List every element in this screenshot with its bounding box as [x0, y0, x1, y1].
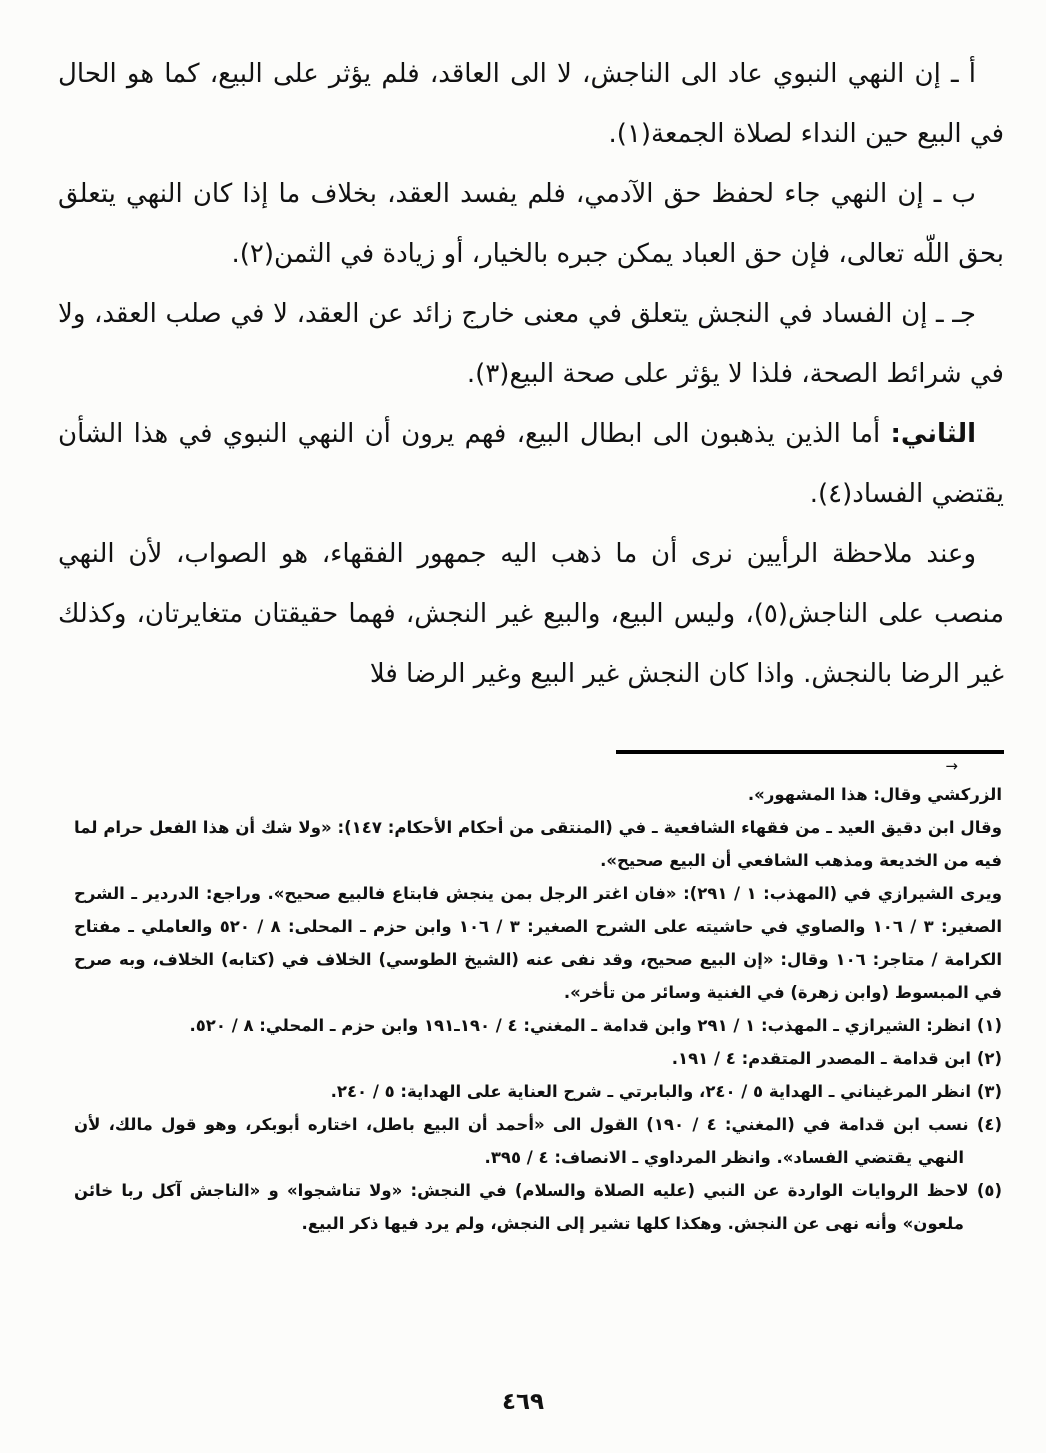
- footnote-marker: (١): [976, 1016, 1002, 1035]
- footnote-text: انظر المرغيناني ـ الهداية ٥ / ٢٤٠، والبابرتي ـ شرح العناية على الهداية: ٥ / ٢٤٠.: [330, 1082, 972, 1101]
- footnote-marker: (٤): [976, 1115, 1002, 1134]
- paragraph-lead: الثاني:: [890, 419, 977, 449]
- footnote-item: [74, 1174, 1002, 1240]
- paragraph-text: وعند ملاحظة الرأيين نرى أن ما ذهب اليه جمهور الفقهاء، هو الصواب، لأن النهي منصب على الناجش(٥)، وليس البيع، والبيع غير النجش، فهما حقيقتان متغايرتان، وكذلك غير الرضا بالنجش. واذا كان النجش غير البيع وغير الرضا فلا: [58, 539, 1004, 689]
- footnote-continuation: الزركشي وقال: هذا المشهور».: [747, 785, 1002, 804]
- footnote-text: لاحظ الروايات الواردة عن النبي (عليه الصلاة والسلام) في النجش: «ولا تناشجوا» و «الناجش آكل ربا خائن ملعون» وأنه نهى عن النجش. وهكذا كلها تشير إلى النجش، ولم يرد فيها ذكر البيع.: [74, 1181, 969, 1233]
- footnotes-block: [58, 778, 1004, 1240]
- footnote-text: نسب ابن قدامة في (المغني: ٤ / ١٩٠) القول الى «أحمد أن البيع باطل، اختاره أبوبكر، وهو قول مالك، لأن النهي يقتضي الفساد». وانظر المرداوي ـ الانصاف: ٤ / ٣٩٥.: [74, 1115, 969, 1167]
- paragraph-text: أما الذين يذهبون الى ابطال البيع، فهم يرون أن النهي النبوي في هذا الشأن يقتضي الفساد(٤).: [58, 419, 1004, 509]
- body-paragraph: [58, 164, 1004, 284]
- paragraph-text: أ ـ إن النهي النبوي عاد الى الناجش، لا الى العاقد، فلم يؤثر على البيع، كما هو الحال في البيع حين النداء لصلاة الجمعة(١).: [58, 59, 1004, 149]
- footnote-text: انظر: الشيرازي ـ المهذب: ١ / ٢٩١ وابن قدامة ـ المغني: ٤ / ١٩٠ـ١٩١ وابن حزم ـ المحلي: ٨ / ٥٢٠.: [189, 1016, 972, 1035]
- footnote-continuation: وقال ابن دقيق العيد ـ من فقهاء الشافعية ـ في (المنتقى من أحكام الأحكام: ١٤٧): «ولا شك أن هذا الفعل حرام لما فيه من الخديعة ومذهب الشافعي أن البيع صحيح».: [74, 818, 1002, 870]
- main-text-block: [58, 44, 1004, 704]
- footnote-item: [74, 1075, 1002, 1108]
- footnote-item: [74, 1009, 1002, 1042]
- footnote-item: [74, 1042, 1002, 1075]
- footnote-text: ابن قدامة ـ المصدر المتقدم: ٤ / ١٩١.: [671, 1049, 972, 1068]
- footnote-item: [74, 1108, 1002, 1174]
- body-paragraph: [58, 284, 1004, 404]
- footnote-marker: (٣): [976, 1082, 1002, 1101]
- body-paragraph: [58, 404, 1004, 524]
- footnote-separator-line: [616, 750, 1004, 754]
- body-paragraph: [58, 44, 1004, 164]
- paragraph-text: جـ ـ إن الفساد في النجش يتعلق في معنى خارج زائد عن العقد، لا في صلب العقد، ولا في شرائط الصحة، فلذا لا يؤثر على صحة البيع(٣).: [58, 299, 1004, 389]
- footnote-marker: (٢): [976, 1049, 1002, 1068]
- page-number: ٤٦٩: [501, 1389, 545, 1415]
- footnote-continuation: ويرى الشيرازي في (المهذب: ١ / ٢٩١): «فان اغتر الرجل بمن ينجش فابتاع فالبيع صحيح». وراجع: الدردير ـ الشرح الصغير: ٣ / ١٠٦ والصاوي في حاشيته على الشرح الصغير: ٣ / ١٠٦ وابن حزم ـ المحلى: ٨ / ٥٢٠ والعاملي ـ مفتاح الكرامة / متاجر: ١٠٦ وقال: «إن البيع صحيح، وقد نفى عنه (الشيخ الطوسي) الخلاف في (كتابه) الخلاف، وبه صرح في المبسوط (وابن زهرة) في الغنية وسائر من تأخر».: [74, 884, 1002, 1002]
- footnote-marker: (٥): [976, 1181, 1002, 1200]
- body-paragraph: [58, 524, 1004, 704]
- paragraph-text: ب ـ إن النهي جاء لحفظ حق الآدمي، فلم يفسد العقد، بخلاف ما إذا كان النهي يتعلق بحق اللّه تعالى، فإن حق العباد يمكن جبره بالخيار، أو زيادة في الثمن(٢).: [58, 179, 1004, 269]
- continuation-arrow-icon: →: [945, 757, 958, 775]
